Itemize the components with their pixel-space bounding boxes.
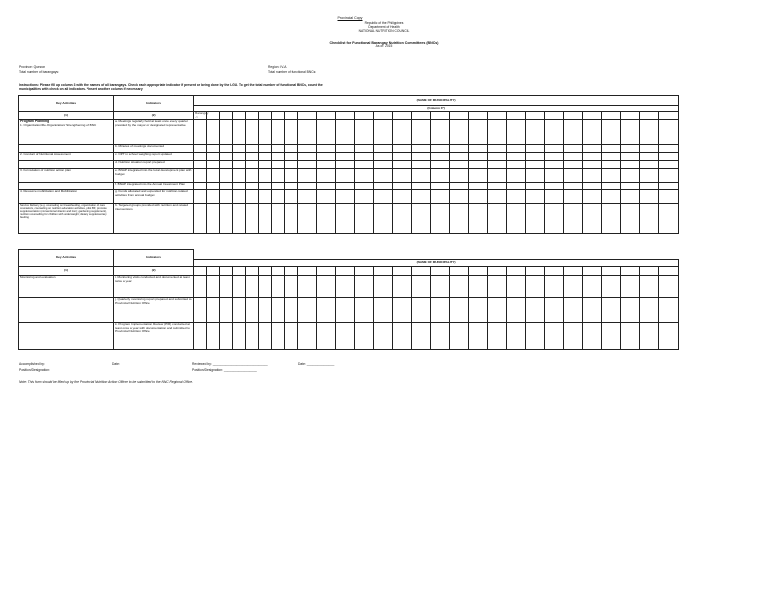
indicators-header: Indicators <box>114 250 194 267</box>
key-activity-cell: 2. Conduct of Nutritional Assessment <box>19 153 114 161</box>
total-functional-label: Total number of functional BNCs: <box>268 70 317 74</box>
col-number-2: (2) <box>114 112 194 120</box>
indicator-cell: d. Nutrition situation report prepared <box>114 161 194 169</box>
column3-header: (Column 3*) <box>194 106 679 112</box>
key-activities-header: Key Activities <box>19 250 114 267</box>
indicator-cell: c. OPT in school weighing report updated <box>114 153 194 161</box>
indicator-cell: j. Quarterly monitoring report prepared and submitted to Provincial Nutrition Office <box>114 298 194 323</box>
key-activity-cell <box>19 323 114 350</box>
province-label: Province: Quezon <box>19 65 46 69</box>
indicator-cell: a. Meetings regularly held at least once every quarter presided by the mayor or designated representative <box>114 120 194 145</box>
document-title: Checklist for Functional Barangay Nutrition Committees (BNCs) <box>329 41 439 46</box>
table-row <box>19 204 679 234</box>
header-line1: Republic of the Philippines <box>364 21 404 25</box>
indicator-cell: k. Program Implementation Review (PIR) conducted at least once a year with documentation and submitted to Provincial Nutrition Office <box>114 323 194 350</box>
key-activity-cell: Program Planning 1. Organization/Re-Organization/ Strengthening of BNC <box>19 120 114 145</box>
document-header <box>0 22 768 49</box>
copy-label: Provincial Copy <box>337 16 363 20</box>
indicator-cell: g. Funds allocated and expended for nutrition-related activities from annual budget <box>114 190 194 204</box>
table-row <box>19 190 679 204</box>
col-number-1: (1) <box>19 112 114 120</box>
indicator-cell: b. Minutes of meetings documented <box>114 145 194 153</box>
table-row <box>19 298 679 323</box>
header-line2: Department of Health <box>368 24 400 29</box>
checklist-table-1 <box>18 95 679 234</box>
municipality-header: (NAME OF MUNICIPALITY) <box>194 96 679 106</box>
col-number-2: (2) <box>114 267 194 276</box>
municipality-header: (NAME OF MUNICIPALITY) <box>194 260 679 267</box>
key-activity-cell <box>19 298 114 323</box>
table-row <box>19 169 679 183</box>
position-label: Position/Designation: <box>19 368 50 372</box>
header-line3: NATIONAL NUTRITION COUNCIL <box>358 28 410 33</box>
table-row <box>19 276 679 298</box>
key-activity-cell: 3. Formulation of nutrition action plan <box>19 169 114 183</box>
position2-label: Position/Designation: __________________ <box>192 368 257 372</box>
indicators-header: Indicators <box>114 96 194 112</box>
footnote: Note: This form should be filled up by the Provincial Nutrition Action Officer to be submitted to the NNC Regional Office. <box>19 380 193 384</box>
reviewed-by-label: Reviewed by: ______________________________ <box>192 362 268 366</box>
key-activity-cell: Service Delivery (e.g. counseling on breastfeeding, organization of care counselors, counseling on nutrition education activities, pilot BF; promote supplementation (conventional vitamin and iron); gardening supplement), nutrition counselling for children with underweight; dietary supplementary feeding <box>19 204 114 234</box>
indicator-cell: h. Targeted groups provided with nutrition and related interventions <box>114 204 194 234</box>
total-barangays-label: Total number of barangays: <box>19 70 59 74</box>
col-number-1: (1) <box>19 267 114 276</box>
indicator-cell: i. Monitoring visits conducted and documented at least twice a year <box>114 276 194 298</box>
barangay-label-cell: Barangay -> <box>195 111 209 119</box>
date-label: Date: <box>112 362 120 366</box>
section-title: Program Planning <box>20 119 50 124</box>
checklist-table-2 <box>18 249 679 350</box>
key-activity-cell: 4. Resource mobilization and Mobilization <box>19 190 114 204</box>
indicator-cell: e. BNAP integrated into the local development plan with budget <box>114 169 194 183</box>
key-activities-header: Key Activities <box>19 96 114 112</box>
accomplished-by-label: Accomplished by: <box>19 362 45 366</box>
as-of-date: As of: 2015 <box>375 44 393 49</box>
region-label: Region: IV-A <box>268 65 287 69</box>
date2-label: Date: _______________ <box>298 362 335 366</box>
table-row <box>19 120 679 145</box>
key-activity-cell: Monitoring and evaluation <box>19 276 114 298</box>
instructions: Instructions: Please fill up column 3 with the names of all barangays. Check each appropriate indicator if present or being done by the LGU. To get the total number of functional BNCs, count the municipalities with check on all indicators. *Insert another column if necessary <box>19 83 323 91</box>
indicator-cell: f. BNAP integrated into the Annual Investment Plan <box>114 183 194 190</box>
table-row <box>19 323 679 350</box>
